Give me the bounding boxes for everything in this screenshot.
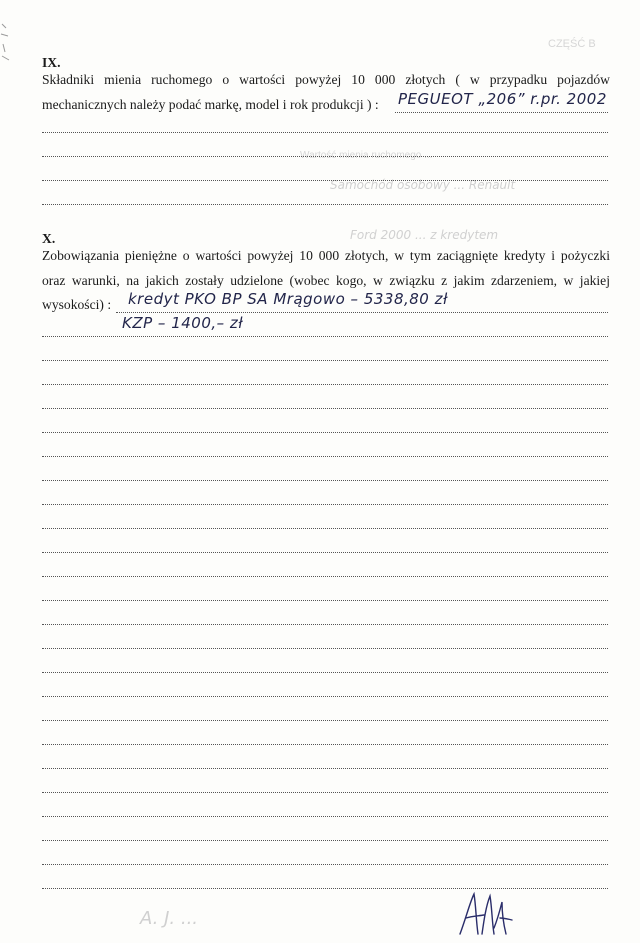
answer-dotted-line <box>42 504 608 505</box>
answer-dotted-line <box>42 360 608 361</box>
answer-dotted-line <box>42 672 608 673</box>
section-x-handwritten-answer: kredyt PKO BP SA Mrągowo – 5338,80 zł <box>128 290 448 308</box>
answer-dotted-line <box>42 204 608 205</box>
bleed-through-header: CZĘŚĆ B <box>548 38 596 50</box>
section-x-number: X. <box>42 231 56 246</box>
answer-dotted-line <box>42 336 608 337</box>
answer-dotted-line <box>42 816 608 817</box>
answer-dotted-line <box>42 624 608 625</box>
answer-dotted-line <box>42 552 608 553</box>
bleed-through-signature: A. J. ... <box>140 908 199 929</box>
answer-dotted-line <box>42 768 608 769</box>
answer-dotted-line <box>42 180 608 181</box>
bleed-through-script: Ford 2000 ... z kredytem <box>350 228 499 242</box>
answer-dotted-line <box>42 648 608 649</box>
answer-dotted-line <box>42 480 608 481</box>
answer-dotted-line <box>42 888 608 889</box>
section-x-description-line: wysokości) : <box>42 297 112 312</box>
section-ix-number: IX. <box>42 55 61 70</box>
answer-dotted-line <box>42 132 608 133</box>
answer-dotted-line <box>42 720 608 721</box>
scan-edge-mark <box>0 22 12 62</box>
answer-dotted-line <box>42 840 608 841</box>
answer-dotted-line <box>42 576 608 577</box>
answer-dotted-line <box>42 408 608 409</box>
section-x-handwritten-answer: KZP – 1400,– zł <box>122 314 244 332</box>
answer-dotted-line <box>42 792 608 793</box>
answer-dotted-line <box>42 432 608 433</box>
answer-dotted-line <box>42 744 608 745</box>
bleed-through-text: Wartość mienia ruchomego ... <box>300 150 433 161</box>
section-ix-description-line: mechanicznych należy podać markę, model i rok produkcji ) : <box>42 97 379 112</box>
answer-dotted-line <box>42 600 608 601</box>
answer-dotted-line <box>42 528 608 529</box>
answer-dotted-line <box>42 384 608 385</box>
answer-dotted-line <box>116 312 608 313</box>
answer-dotted-line <box>42 156 608 157</box>
section-x-description-line: Zobowiązania pieniężne o wartości powyżej 10 000 złotych, w tym zaciągnięte kredyty i pożyczki <box>42 248 610 263</box>
answer-dotted-line <box>42 696 608 697</box>
signature <box>456 888 516 940</box>
answer-dotted-line <box>395 112 608 113</box>
section-ix-description-line: Składniki mienia ruchomego o wartości powyżej 10 000 złotych ( w przypadku pojazdów <box>42 72 610 87</box>
bleed-through-script: Samochód osobowy ... Renault <box>330 178 516 192</box>
section-ix-handwritten-answer: PEGUEOT „206” r.pr. 2002 <box>398 90 607 108</box>
answer-dotted-line <box>42 864 608 865</box>
section-x-description-line: oraz warunki, na jakich zostały udzielone (wobec kogo, w związku z jakim zdarzeniem, w jakiej <box>42 273 610 288</box>
answer-dotted-line <box>42 456 608 457</box>
